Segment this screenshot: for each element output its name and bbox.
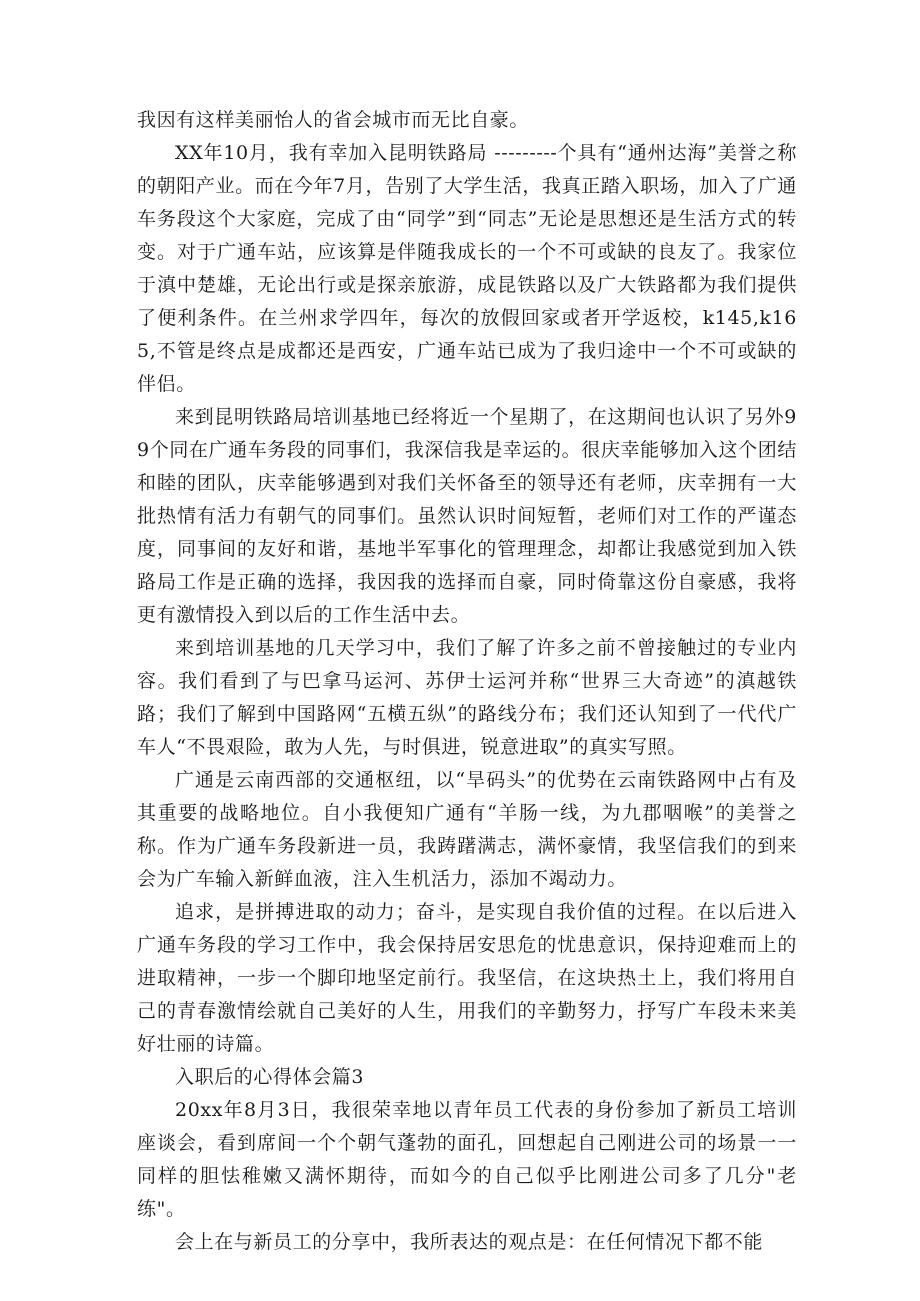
paragraph-6: 追求，是拼搏进取的动力；奋斗，是实现自我价值的过程。在以后进入广通车务段的学习工作中，我会保持居安思危的忧患意识，保持迎难而上的进取精神，一步一个脚印地坚定前行。我坚信，在这块热土上，我们将用自己的青春激情绘就自己美好的人生，用我们的辛勤努力，抒写广车段未来美好壮丽的诗篇。 <box>137 901 797 1055</box>
paragraph-7: 20xx年8月3日，我很荣幸地以青年员工代表的身份参加了新员工培训座谈会，看到席间一个个朝气蓬勃的面孔，回想起自己刚进公司的场景一一同样的胆怯稚嫩又满怀期待，而如今的自己似乎比刚进公司多了几分"老练"。 <box>137 1099 797 1220</box>
paragraph-3: 来到昆明铁路局培训基地已经将近一个星期了，在这期间也认识了另外99个同在广通车务段的同事们，我深信我是幸运的。很庆幸能够加入这个团结和睦的团队，庆幸能够遇到对我们关怀备至的领导还有老师，庆幸拥有一大批热情有活力有朝气的同事们。虽然认识时间短暂，老师们对工作的严谨态度，同事间的友好和谐，基地半军事化的管理理念，却都让我感觉到加入铁路局工作是正确的选择，我因我的选择而自豪，同时倚靠这份自豪感，我将更有激情投入到以后的工作生活中去。 <box>137 406 797 626</box>
paragraph-1: 我因有这样美丽怡人的省会城市而无比自豪。 <box>137 109 530 131</box>
paragraph-5: 广通是云南西部的交通枢纽，以“旱码头”的优势在云南铁路网中占有及其重要的战略地位。自小我便知广通有“羊肠一线，为九郡咽喉”的美誉之称。作为广通车务段新进一员，我踌躇满志，满怀豪情，我坚信我们的到来会为广车输入新鲜血液，注入生机活力，添加不竭动力。 <box>137 769 797 890</box>
paragraph-8: 会上在与新员工的分享中，我所表达的观点是：在任何情况下都不能 <box>175 1231 764 1253</box>
paragraph-2: XX年10月，我有幸加入昆明铁路局 ---------个具有“通州达海”美誉之称的朝阳产业。而在今年7月，告别了大学生活，我真正踏入职场，加入了广通车务段这个大家庭，完成了由“同学”到“同志”无论是思想还是生活方式的转变。对于广通车站，应该算是伴随我成长的一个不可或缺的良友了。我家位于滇中楚雄，无论出行或是探亲旅游，成昆铁路以及广大铁路都为我们提供了便利条件。在兰州求学四年，每次的放假回家或者开学返校，k145,k165,不管是终点是成都还是西安，广通车站已成为了我归途中一个不可或缺的伴侣。 <box>137 142 797 395</box>
paragraph-4: 来到培训基地的几天学习中，我们了解了许多之前不曾接触过的专业内容。我们看到了与巴拿马运河、苏伊士运河并称“世界三大奇迹”的滇越铁路；我们了解到中国路网“五横五纵”的路线分布；我们还认知到了一代代广车人“不畏艰险，敢为人先，与时俱进，锐意进取”的真实写照。 <box>137 637 797 758</box>
section-heading: 入职后的心得体会篇3 <box>175 1066 365 1088</box>
document-page <box>137 104 797 1259</box>
